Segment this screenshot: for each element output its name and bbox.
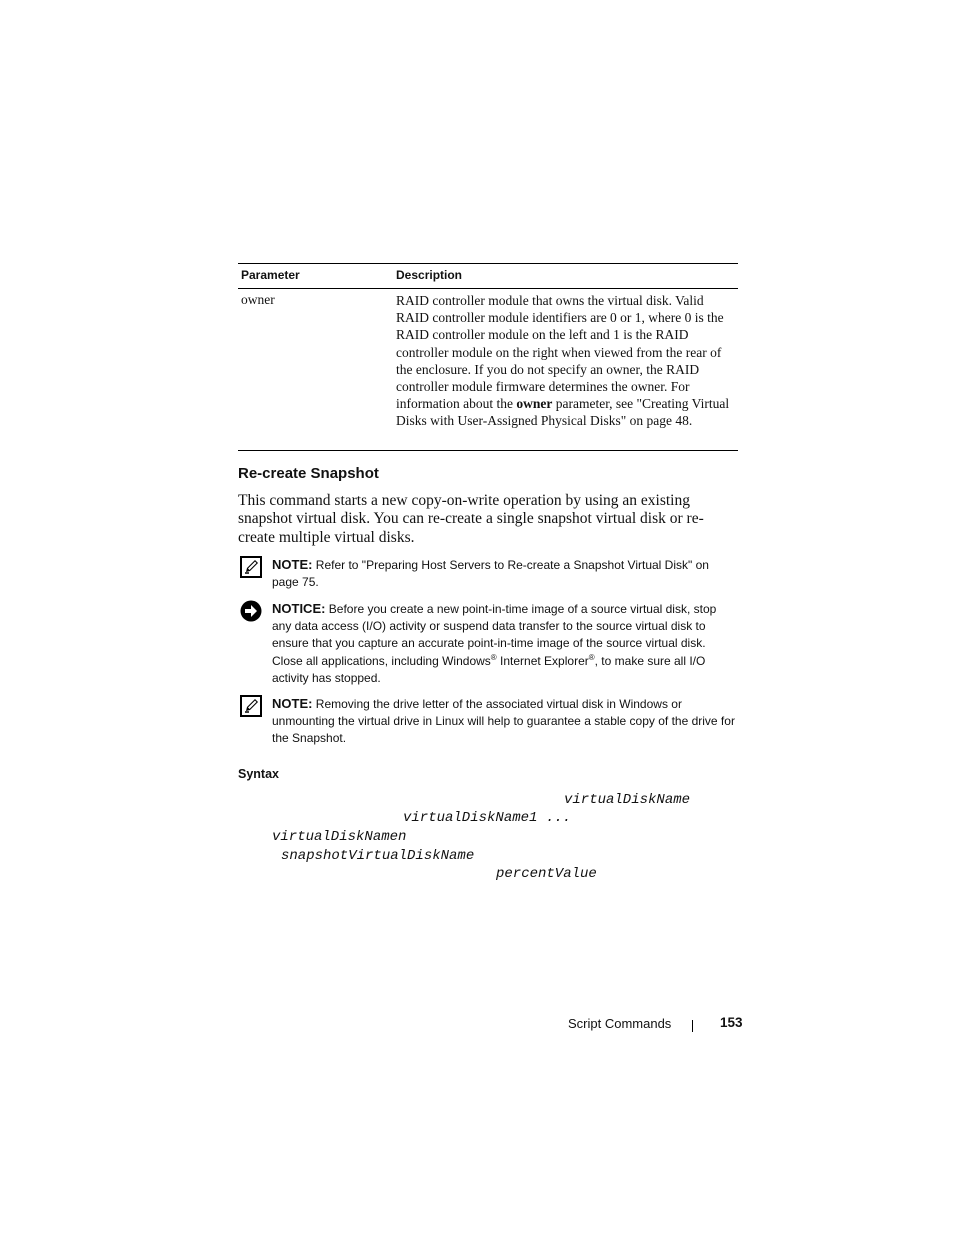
table-header xyxy=(238,263,738,289)
note-text: Removing the drive letter of the associated virtual disk in Windows or unmounting the virtual drive in Linux will help to guarantee a stable copy of the drive for the Snapshot. xyxy=(272,697,735,746)
desc-text: RAID controller module that owns the virtual disk. Valid RAID controller module identifiers are 0 or 1, where 0 is the RAID controller module on the left and 1 is the RAID controller module on the right when viewed from the rear of the enclosure. If you do not specify an owner, the RAID controller module firmware determines the owner. For information about the xyxy=(396,293,724,412)
parameter-table xyxy=(238,263,738,451)
note-label: NOTE: xyxy=(272,696,313,711)
section-title: Re-create Snapshot xyxy=(238,465,379,482)
footer-title: Script Commands xyxy=(568,1016,672,1031)
registered-mark: ® xyxy=(588,652,595,662)
note-text: Refer to "Preparing Host Servers to Re-create a Snapshot Virtual Disk" on page 75. xyxy=(272,558,709,590)
header-parameter: Parameter xyxy=(241,268,300,282)
syntax-line-3: virtualDiskNamen xyxy=(272,829,407,845)
param-owner: owner xyxy=(241,292,275,307)
table-row xyxy=(238,289,738,451)
notice-text-2: Internet Explorer xyxy=(496,653,589,668)
page-number: 153 xyxy=(720,1015,743,1030)
notice-text: Before you create a new point-in-time image of a source virtual disk, stop any data access (I/O) activity or suspend data transfer to the source virtual disk to ensure that you capture an accurate point-in-time image of the source virtual disk. Close all applications, including Windows xyxy=(272,602,717,668)
notice-text-3: , to make sure all I/O activity has stopped. xyxy=(272,653,706,685)
param-owner-description xyxy=(396,292,736,430)
syntax-line-1: virtualDiskName xyxy=(564,792,691,808)
header-description: Description xyxy=(396,268,463,282)
pencil-icon xyxy=(240,556,262,578)
syntax-line-4: snapshotVirtualDiskName xyxy=(281,848,475,864)
syntax-line-2: virtualDiskName1 ... xyxy=(403,810,572,826)
pencil-icon xyxy=(240,695,262,717)
registered-mark: ® xyxy=(490,652,497,662)
syntax-line-5: percentValue xyxy=(496,866,597,882)
section-intro: This command starts a new copy-on-write operation by using an existing snapshot virtual disk. You can re-create a single snapshot virtual disk or re-create multiple virtual disks. xyxy=(238,492,704,546)
note-label: NOTE: xyxy=(272,557,313,572)
desc-bold-owner: owner xyxy=(516,396,553,412)
footer-divider xyxy=(692,1020,693,1032)
syntax-heading: Syntax xyxy=(238,767,279,781)
notice-label: NOTICE: xyxy=(272,601,326,616)
notice-icon xyxy=(240,600,262,622)
desc-text-end: parameter, see "Creating Virtual Disks with User-Assigned Physical Disks" on page 48. xyxy=(396,396,730,429)
